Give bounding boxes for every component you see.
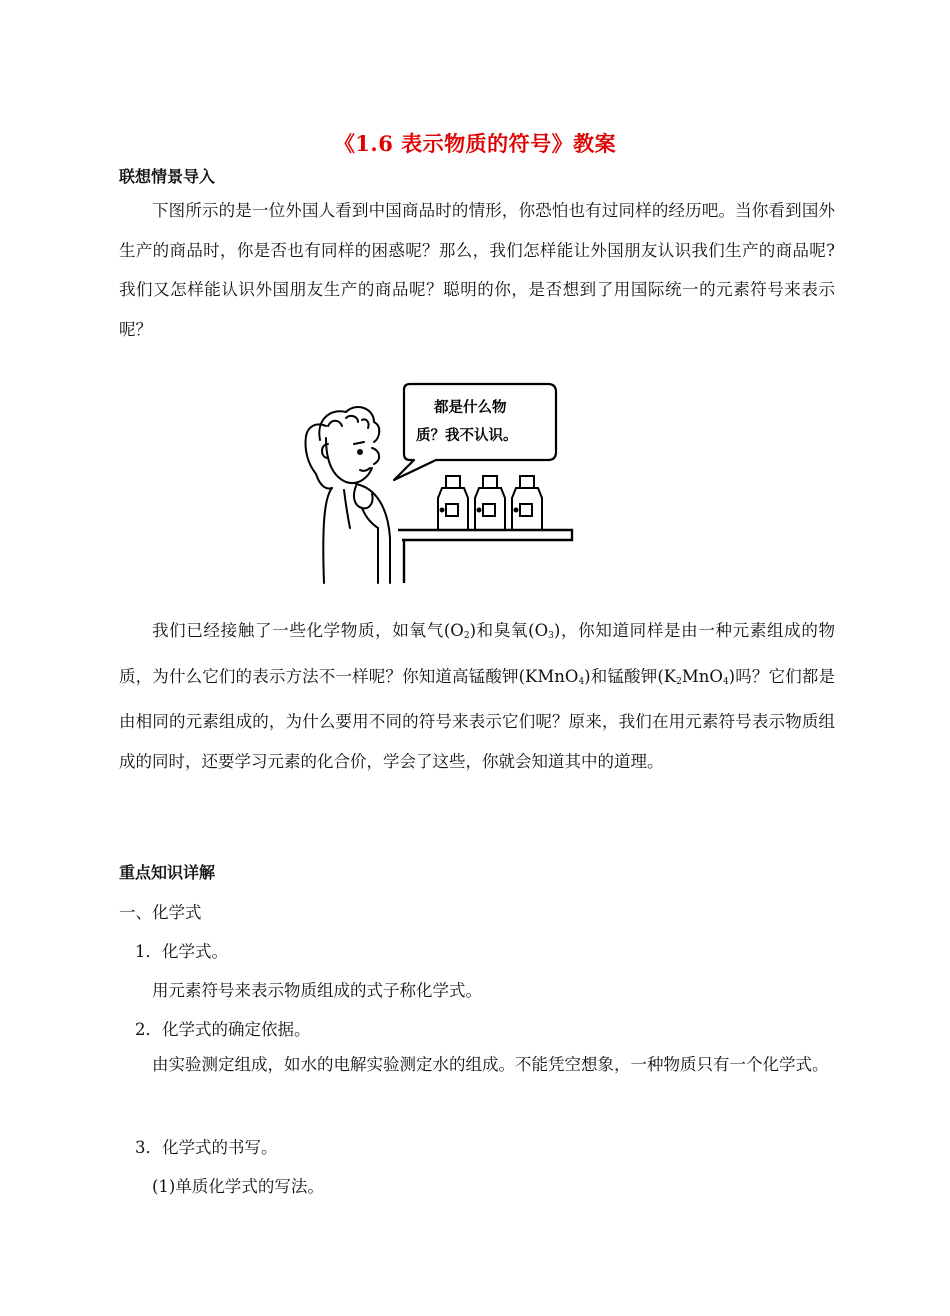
subsection-2-title: 2．化学式的确定依据。 — [135, 1020, 311, 1039]
bubble-line-2: 质？我不认识。 — [416, 428, 518, 444]
intro-paragraph: 下图所示的是一位外国人看到中国商品时的情形，你恐怕也有过同样的经历吧。当你看到国外生产的商品时，你是否也有同样的困惑呢？那么，我们怎样能让外国朋友认识我们生产的商品呢?我们又怎样能认识外国朋友生产的商品呢？聪明的你，是否想到了用国际统一的元素符号来表示呢？ — [119, 201, 835, 339]
subsection-3-title: 3．化学式的书写。 — [135, 1138, 278, 1157]
confused-foreigner-illustration — [286, 378, 576, 588]
table — [398, 530, 572, 583]
chemistry-intro-paragraph: 我们已经接触了一些化学物质，如氧气$(O_2)$和臭氧$(O_3)$，你知道同样是由一种元素组成的物质，为什么它们的表示方法不一样呢？你知道高锰酸钾(KMnO$_4$)和锰酸钾$(K_2MnO_4)$吗？它们都是由相同的元素组成的，为什么要用不同的符号来表示它们呢？原来，我们在用元素符号表示物质组成的同时，还要学习元素的化合价，学会了这些，你就会知道其中的道理。 — [119, 621, 836, 771]
speech-bubble — [394, 384, 556, 480]
man-figure — [305, 407, 390, 583]
bottle-2 — [475, 476, 505, 530]
page-title: 《1.6 表示物质的符号》教案 — [333, 131, 617, 156]
subsection-3-item-1: (1)单质化学式的写法。 — [152, 1177, 324, 1196]
section-heading-intro: 联想情景导入 — [119, 167, 216, 186]
bottles — [438, 476, 542, 530]
bottle-3 — [512, 476, 542, 530]
bubble-line-1: 都是什么物 — [434, 400, 507, 416]
bottle-1 — [438, 476, 468, 530]
section-heading-key-knowledge: 重点知识详解 — [119, 863, 216, 882]
item-chemical-formula: 一、化学式 — [119, 903, 202, 922]
subsection-2-text: 由实验测定组成，如水的电解实验测定水的组成。不能凭空想象，一种物质只有一个化学式。 — [152, 1055, 829, 1074]
subsection-1-title: 1．化学式。 — [135, 942, 228, 961]
subsection-1-text: 用元素符号来表示物质组成的式子称化学式。 — [152, 981, 482, 1000]
